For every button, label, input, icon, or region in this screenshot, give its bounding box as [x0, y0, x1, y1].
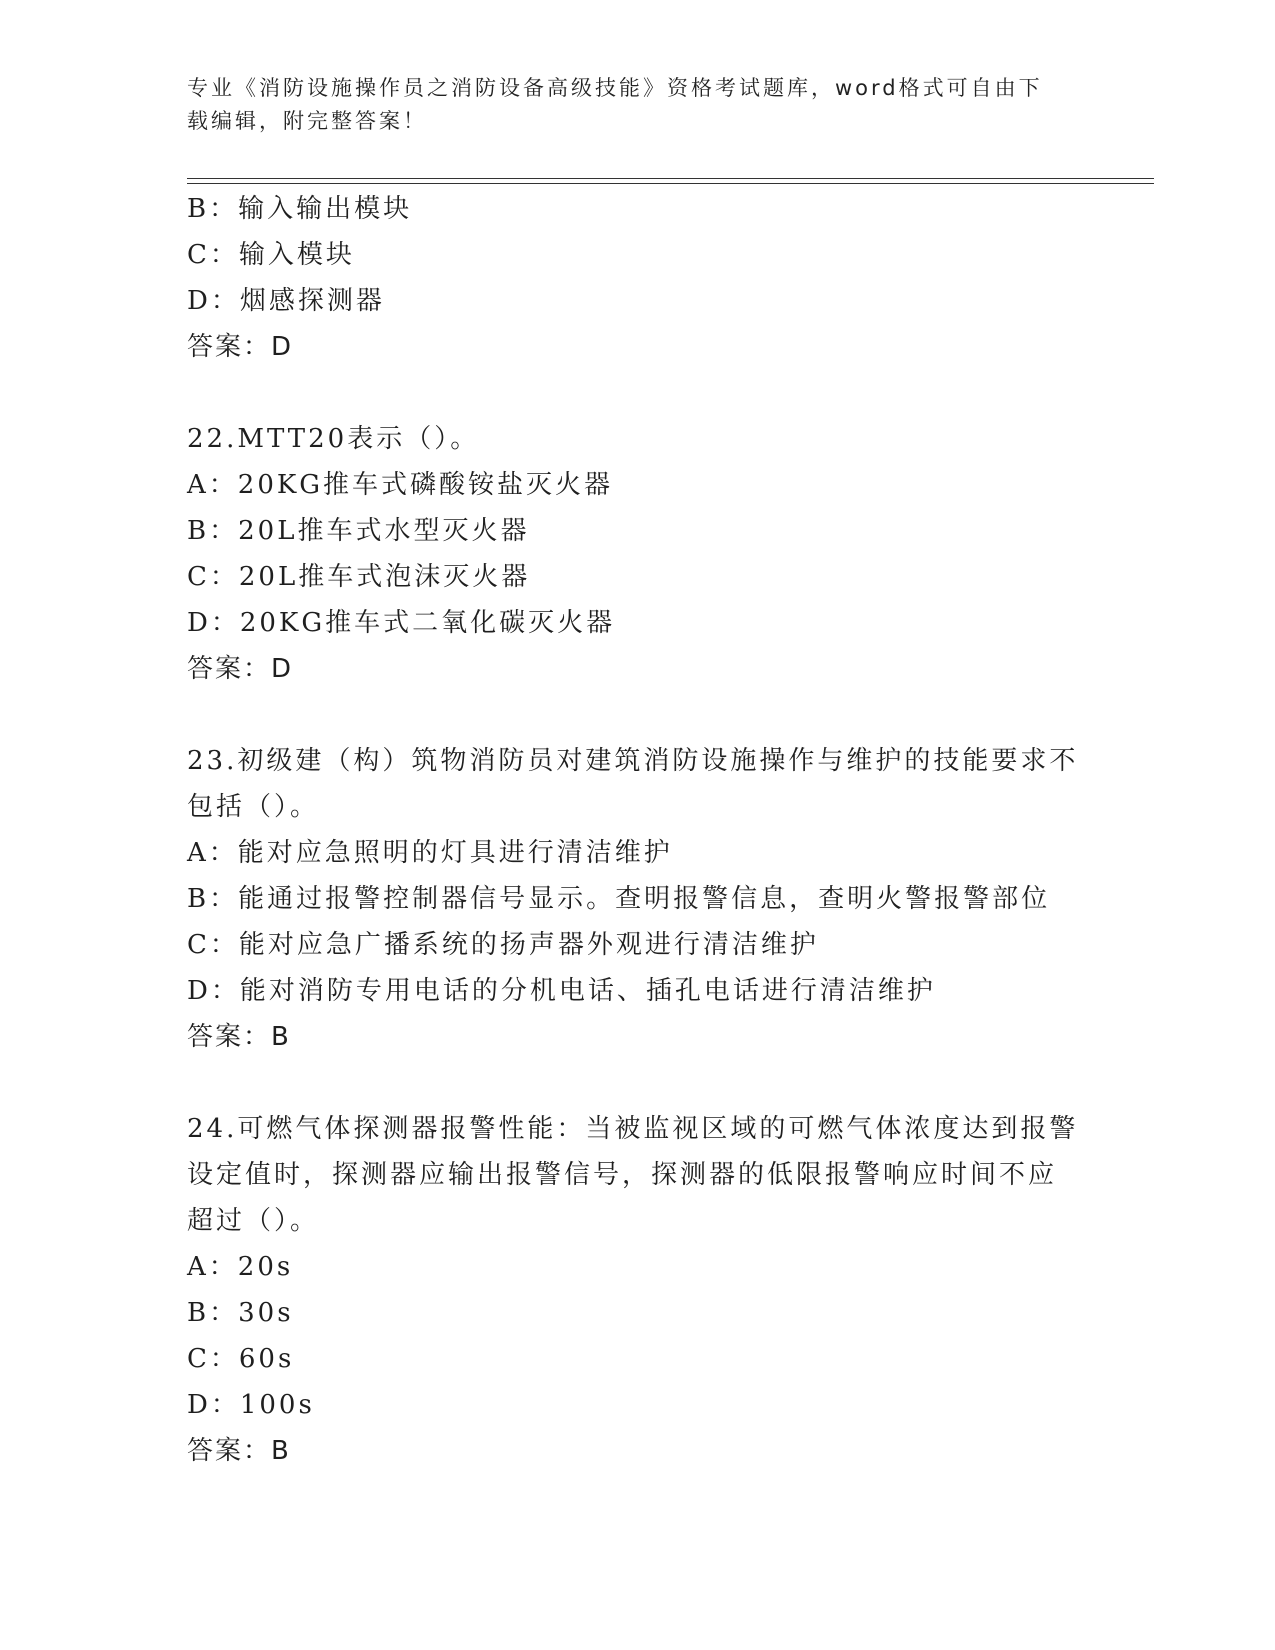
answer-line: 答案：D: [187, 332, 294, 362]
document-header: [187, 72, 1067, 138]
question-23: [187, 738, 1087, 1060]
question-text: 24.可燃气体探测器报警性能：当被监视区域的可燃气体浓度达到报警: [187, 1114, 1079, 1144]
header-divider-bottom: [187, 183, 1154, 184]
option-c: C：输入模块: [187, 240, 355, 270]
question-text-continued: 超过（）。: [187, 1206, 320, 1236]
option-a: A：20KG推车式磷酸铵盐灭火器: [187, 470, 614, 500]
option-c: C：能对应急广播系统的扬声器外观进行清洁维护: [187, 930, 819, 960]
option-b: B：能通过报警控制器信号显示。查明报警信息，查明火警报警部位: [187, 884, 1051, 914]
option-d: D：20KG推车式二氧化碳灭火器: [187, 608, 616, 638]
question-list: [187, 186, 1087, 1474]
header-line-1: 专业《消防设施操作员之消防设备高级技能》资格考试题库，word格式可自由下: [187, 76, 1043, 100]
question-spacer: [187, 370, 1087, 416]
question-fragment: [187, 186, 1087, 370]
answer-line: 答案：B: [187, 1022, 291, 1052]
question-22: [187, 416, 1087, 692]
option-c: C：60s: [187, 1344, 295, 1374]
option-a: A：能对应急照明的灯具进行清洁维护: [187, 838, 673, 868]
question-spacer: [187, 692, 1087, 738]
option-c: C：20L推车式泡沫灭火器: [187, 562, 531, 592]
question-text-continued: 包括（）。: [187, 792, 320, 822]
question-spacer: [187, 1060, 1087, 1106]
option-d: D：能对消防专用电话的分机电话、插孔电话进行清洁维护: [187, 976, 936, 1006]
option-b: B：20L推车式水型灭火器: [187, 516, 530, 546]
header-divider-top: [187, 178, 1154, 179]
answer-line: 答案：B: [187, 1436, 291, 1466]
question-text: 23.初级建（构）筑物消防员对建筑消防设施操作与维护的技能要求不: [187, 746, 1079, 776]
option-a: A：20s: [187, 1252, 294, 1282]
question-text-continued: 设定值时，探测器应输出报警信号，探测器的低限报警响应时间不应: [187, 1160, 1058, 1190]
question-24: [187, 1106, 1087, 1474]
option-b: B：输入输出模块: [187, 194, 413, 224]
answer-line: 答案：D: [187, 654, 294, 684]
question-text: 22.MTT20表示（）。: [187, 424, 480, 454]
header-line-2: 载编辑，附完整答案！: [187, 109, 427, 133]
option-d: D：烟感探测器: [187, 286, 385, 316]
option-b: B：30s: [187, 1298, 294, 1328]
option-d: D：100s: [187, 1390, 315, 1420]
